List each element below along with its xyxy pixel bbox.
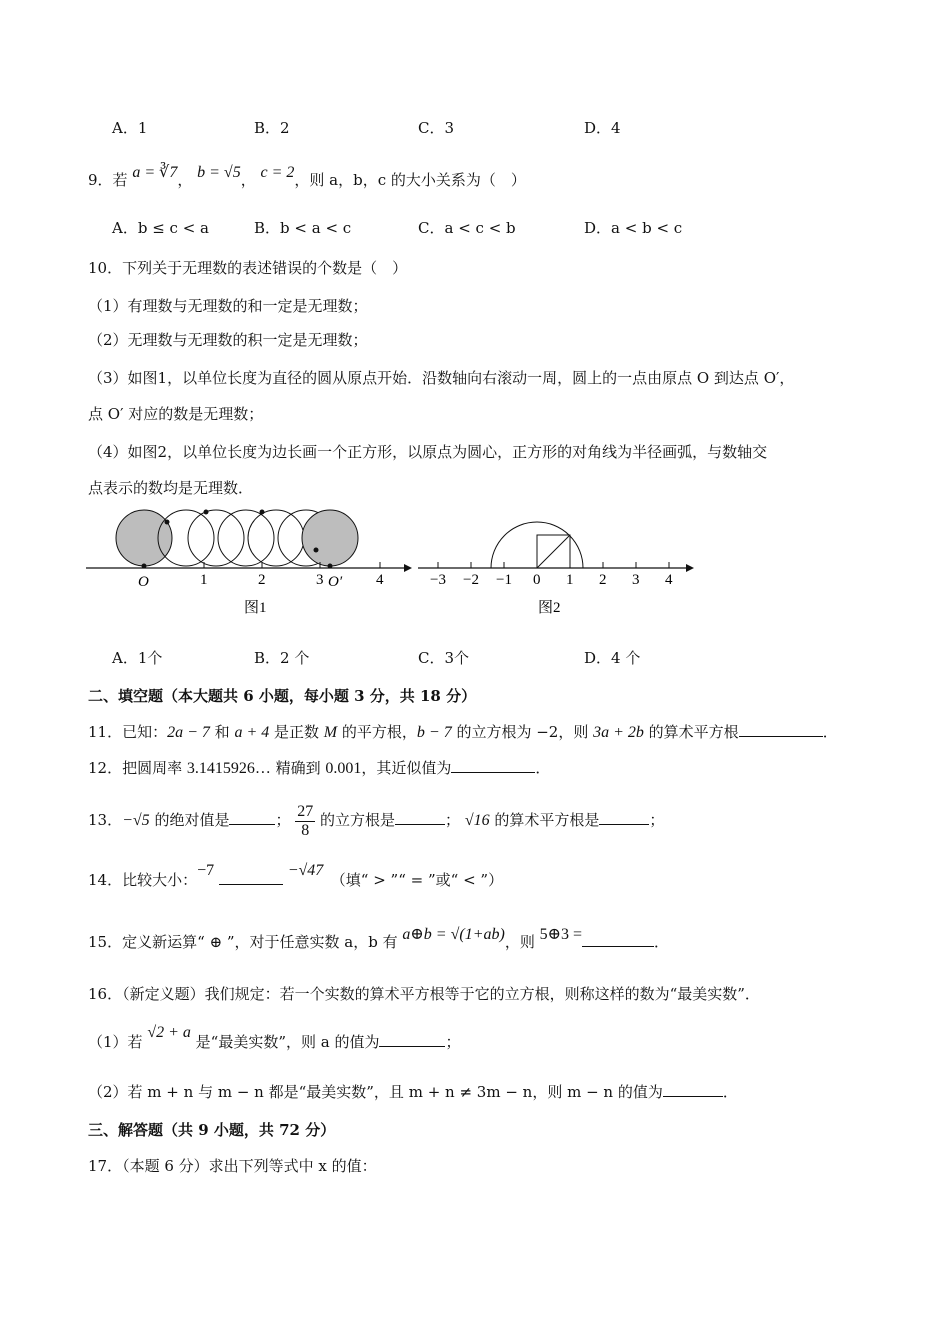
q10-statement-4a: （4）如图2，以单位长度为边长画一个正方形，以原点为圆心，正方形的对角线为半径画弧，与数轴交 [88, 443, 768, 461]
q11-text: 的平方根， [337, 723, 417, 741]
q10-option-a: A．1个 [112, 649, 163, 667]
q11-text: 是正数 [269, 723, 324, 741]
q11-expr-3a-2b: 3a + 2b [593, 724, 644, 741]
q15-text: ，则 [504, 933, 540, 951]
fig2-label-0: 0 [533, 572, 541, 588]
q11-text: 和 [209, 723, 235, 741]
q10-stem: 10．下列关于无理数的表述错误的个数是（ ） [88, 259, 408, 277]
q13-number: 13． [88, 811, 123, 829]
q12-precision: 0.001 [325, 760, 362, 777]
q16-sqrt2-plus-a: √2 + a [147, 1024, 191, 1041]
q10-option-b: B．2 个 [254, 649, 310, 667]
q11-expr-b-7: b − 7 [416, 724, 452, 741]
q14-question [88, 862, 504, 891]
fig2-diagonal [537, 535, 570, 568]
fig2-caption: 图2 [538, 600, 561, 616]
q9-number: 9．若 [88, 171, 128, 189]
q12-pi-value: 3.1415926… [186, 760, 271, 777]
q9-tail: ，则 a，b，c 的大小关系为（ ） [294, 171, 526, 189]
q13-sep: ； [275, 811, 291, 829]
fig1-circle [248, 510, 304, 566]
q12-text: 精确到 [270, 759, 326, 777]
q12-text: 12．把圆周率 [88, 759, 187, 777]
q9-a-definition: a = ∛7 [132, 164, 178, 181]
q9-option-d: D．a < b < c [584, 219, 683, 237]
q9-question: 9．若 a = ∛7， b = √5， c = 2，则 a，b，c 的大小关系为（ ） [88, 164, 526, 189]
q9-option-a: A．b ≤ c < a [112, 219, 209, 237]
q10-statement-2: （2）无理数与无理数的积一定是无理数； [88, 331, 368, 349]
q16-p2-end: ． [722, 1083, 738, 1101]
fig1-label-o-prime: O′ [328, 574, 343, 590]
q13-text: 的绝对值是 [149, 811, 230, 829]
q11-expr-a-4: a + 4 [234, 724, 270, 741]
q16-p1-answer-blank [379, 1032, 445, 1047]
q12-text: ，其近似值为 [361, 759, 452, 777]
fig1-label-3: 3 [316, 572, 324, 588]
q14-neg7: −7 [197, 862, 215, 879]
q8-option-d: D．4 [584, 119, 621, 137]
fig2-label-neg3: −3 [430, 572, 446, 588]
q10-option-d: D．4 个 [584, 649, 641, 667]
q11-text: 的算术平方根 [643, 723, 739, 741]
q15-question [88, 926, 670, 953]
q11-text: 的立方根为 −2，则 [451, 723, 594, 741]
fig1-circle [218, 510, 274, 566]
q16-part-2 [88, 1082, 738, 1102]
q17-question: 17．（本题 6 分）求出下列等式中 x 的值： [88, 1157, 377, 1175]
q11-text: 11．已知： [88, 723, 168, 741]
section-3-heading: 三、解答题（共 9 小题，共 72 分） [88, 1121, 336, 1139]
fig1-label-1: 1 [200, 572, 208, 588]
q16-stem: 16．（新定义题）我们规定：若一个实数的算术平方根等于它的立方根，则称这样的数为“最美实数”． [88, 985, 760, 1003]
q13-text: 的立方根是 [315, 811, 396, 829]
fig2-axis-arrow [686, 564, 694, 572]
q11-question [88, 722, 838, 743]
q13-question [88, 800, 664, 841]
q13-end: ； [649, 811, 665, 829]
q15-answer-blank [582, 932, 654, 947]
q8-option-b: B．2 [254, 119, 290, 137]
q8-option-c: C．3 [418, 119, 455, 137]
fig1-axis-arrow [404, 564, 412, 572]
q13-frac-numerator: 27 [297, 802, 314, 820]
q15-operation-definition: a⊕b = √(1+ab) [402, 926, 505, 943]
q8-option-a: A．1 [112, 119, 148, 137]
q13-fraction [295, 803, 315, 840]
q14-answer-blank [219, 870, 283, 885]
q10-option-c: C．3个 [418, 649, 470, 667]
q13-frac-denominator: 8 [301, 821, 310, 839]
q16-p1-text: （1）若 [88, 1033, 148, 1051]
q15-expression: 5⊕3 = [539, 926, 583, 943]
q9-b-definition: b = √5 [197, 164, 241, 181]
figure-1-rolling-circle [84, 500, 414, 620]
fig2-label-1: 1 [566, 572, 574, 588]
fig1-circle [188, 510, 244, 566]
fig1-label-o: O [138, 574, 149, 590]
q13-answer-blank-3 [599, 810, 649, 825]
q16-part-1 [88, 1024, 461, 1053]
fig2-label-3: 3 [632, 572, 640, 588]
q11-expr-2a-7: 2a − 7 [167, 724, 210, 741]
fig1-rolling-point [314, 548, 319, 553]
section-2-heading: 二、填空题（本大题共 6 小题，每小题 3 分，共 18 分） [88, 687, 477, 705]
q15-end: ． [654, 933, 670, 951]
q13-text: 的算术平方根是 [489, 811, 600, 829]
q11-answer-blank [739, 722, 823, 737]
fig1-label-2: 2 [258, 572, 266, 588]
q16-p2-answer-blank [663, 1082, 723, 1097]
fig2-label-2: 2 [599, 572, 607, 588]
q13-sep: ； [445, 811, 461, 829]
q13-neg-sqrt5: −√5 [122, 812, 150, 829]
q14-instruction: （填“ > ”“ = ”或“ < ”） [338, 871, 504, 889]
fig1-rolling-point [165, 520, 170, 525]
q10-statement-3b: 点 O′ 对应的数是无理数； [88, 405, 264, 423]
q9-option-c: C．a < c < b [418, 219, 516, 237]
fig2-label-neg2: −2 [463, 572, 479, 588]
fig2-label-neg1: −1 [496, 572, 512, 588]
q13-answer-blank-2 [395, 810, 445, 825]
figure-2-diagonal-arc [414, 500, 704, 620]
q14-neg-sqrt47: −√47 [287, 862, 324, 879]
q10-statement-3a: （3）如图1，以单位长度为直径的圆从原点开始．沿数轴向右滚动一周，圆上的一点由原点 O 到达点 O′， [88, 369, 795, 387]
fig1-start-circle [116, 510, 172, 566]
q15-text: 15．定义新运算“ ⊕ ”，对于任意实数 a，b 有 [88, 933, 403, 951]
q13-answer-blank-1 [229, 810, 275, 825]
fig1-label-4: 4 [376, 572, 384, 588]
q11-end: ． [822, 723, 838, 741]
q14-text: 14．比较大小： [88, 871, 198, 889]
q12-end: ． [535, 759, 551, 777]
q9-c-definition: c = 2 [260, 164, 295, 181]
fig1-point-o [142, 564, 147, 569]
fig1-end-circle [302, 510, 358, 566]
fig2-label-4: 4 [665, 572, 673, 588]
fig1-rolling-point [260, 510, 265, 515]
q9-option-b: B．b < a < c [254, 219, 352, 237]
q12-question [88, 758, 550, 779]
q13-sqrt16: √16 [464, 812, 490, 829]
q10-statement-1: （1）有理数与无理数的和一定是无理数； [88, 297, 368, 315]
q10-statement-4b: 点表示的数均是无理数． [88, 479, 254, 497]
q12-answer-blank [451, 758, 535, 773]
fig1-rolling-point [204, 510, 209, 515]
fig1-point-o-prime [328, 564, 333, 569]
q11-var-m: M [323, 724, 338, 741]
fig1-caption: 图1 [244, 600, 267, 616]
q16-p1-end: ； [445, 1033, 461, 1051]
q16-p2-text: （2）若 m + n 与 m − n 都是“最美实数”，且 m + n ≠ 3m − n，则 m − n 的值为 [88, 1083, 663, 1101]
q16-p1-text: 是“最美实数”，则 a 的值为 [190, 1033, 380, 1051]
